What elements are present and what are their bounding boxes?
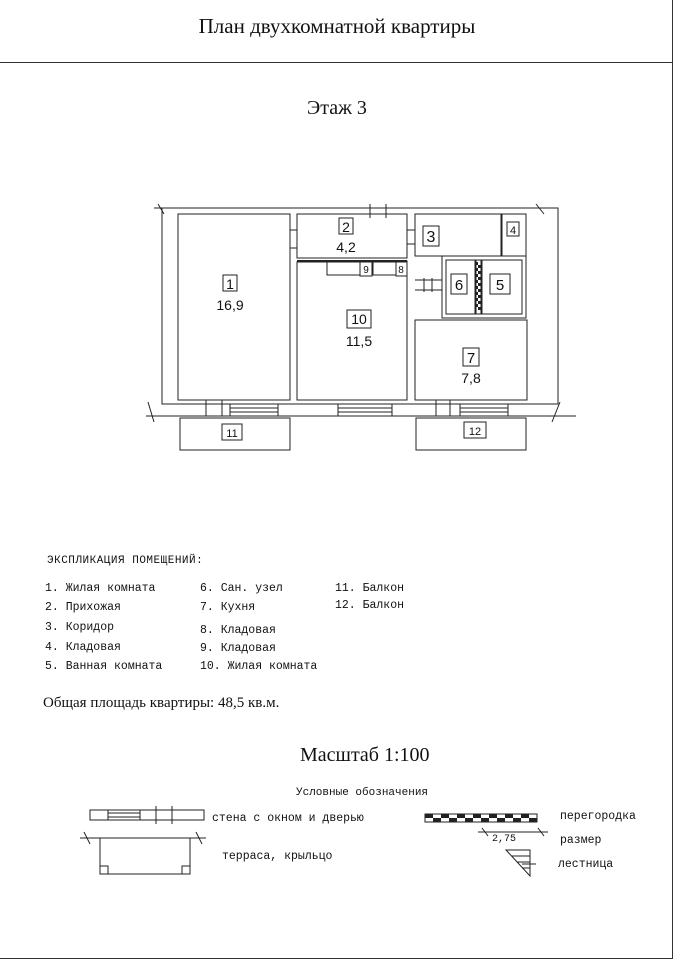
legend-stairs-symbol xyxy=(506,850,536,876)
room-10-outline xyxy=(297,262,407,400)
explication-item: 2. Прихожая xyxy=(45,601,121,614)
room-9-num: 9 xyxy=(363,265,369,276)
room-12-num: 12 xyxy=(468,426,482,438)
legend-stairs-label: лестница xyxy=(558,858,614,871)
room-10-area: 11,5 xyxy=(345,333,373,349)
room-2-num: 2 xyxy=(342,219,350,235)
room-7-area: 7,8 xyxy=(461,370,481,386)
scale-label: Масштаб 1:100 xyxy=(300,744,430,766)
explication-title: ЭКСПЛИКАЦИЯ ПОМЕЩЕНИЙ: xyxy=(47,555,204,567)
explication-item: 7. Кухня xyxy=(200,601,256,614)
page-title: План двухкомнатной квартиры xyxy=(198,14,476,38)
legend-partition-symbol xyxy=(425,814,537,822)
explication-item: 11. Балкон xyxy=(335,582,405,595)
explication-item: 9. Кладовая xyxy=(200,642,276,655)
explication-item: 4. Кладовая xyxy=(45,641,121,654)
header-divider xyxy=(0,62,672,63)
explication-item: 10. Жилая комната xyxy=(200,660,318,673)
explication-item: 3. Коридор xyxy=(45,621,115,634)
floor-label: Этаж 3 xyxy=(307,97,367,119)
room-4-num: 4 xyxy=(509,225,517,237)
explication-item: 1. Жилая комната xyxy=(45,582,156,595)
room-8-num: 8 xyxy=(398,265,404,276)
room-2-area: 4,2 xyxy=(336,239,356,255)
legend-dimension-value: 2,75 xyxy=(492,834,517,845)
room-3-num: 3 xyxy=(426,229,436,246)
room-6-num: 6 xyxy=(454,277,464,294)
room-1-area: 16,9 xyxy=(216,297,244,313)
explication-item: 6. Сан. узел xyxy=(200,582,283,595)
legend-wall-label: стена с окном и дверью xyxy=(212,812,364,825)
room-1-num: 1 xyxy=(226,276,234,292)
legend-terrace-label: терраса, крыльцо xyxy=(222,850,333,863)
room-5-num: 5 xyxy=(495,277,505,294)
legend-wall-symbol xyxy=(90,806,204,824)
room-11-num: 11 xyxy=(226,428,238,440)
legend-title: Условные обозначения xyxy=(296,787,429,799)
explication-item: 5. Ванная комната xyxy=(45,660,163,673)
legend-terrace-symbol xyxy=(80,832,206,874)
total-area: Общая площадь квартиры: 48,5 кв.м. xyxy=(43,695,280,711)
explication-item: 8. Кладовая xyxy=(200,624,276,637)
room-7-num: 7 xyxy=(466,350,476,367)
legend-dimension-label: размер xyxy=(560,834,602,847)
floor-plan xyxy=(140,190,580,460)
explication-item: 12. Балкон xyxy=(335,599,405,612)
legend-partition-label: перегородка xyxy=(560,810,636,823)
room-10-num: 10 xyxy=(351,311,367,327)
